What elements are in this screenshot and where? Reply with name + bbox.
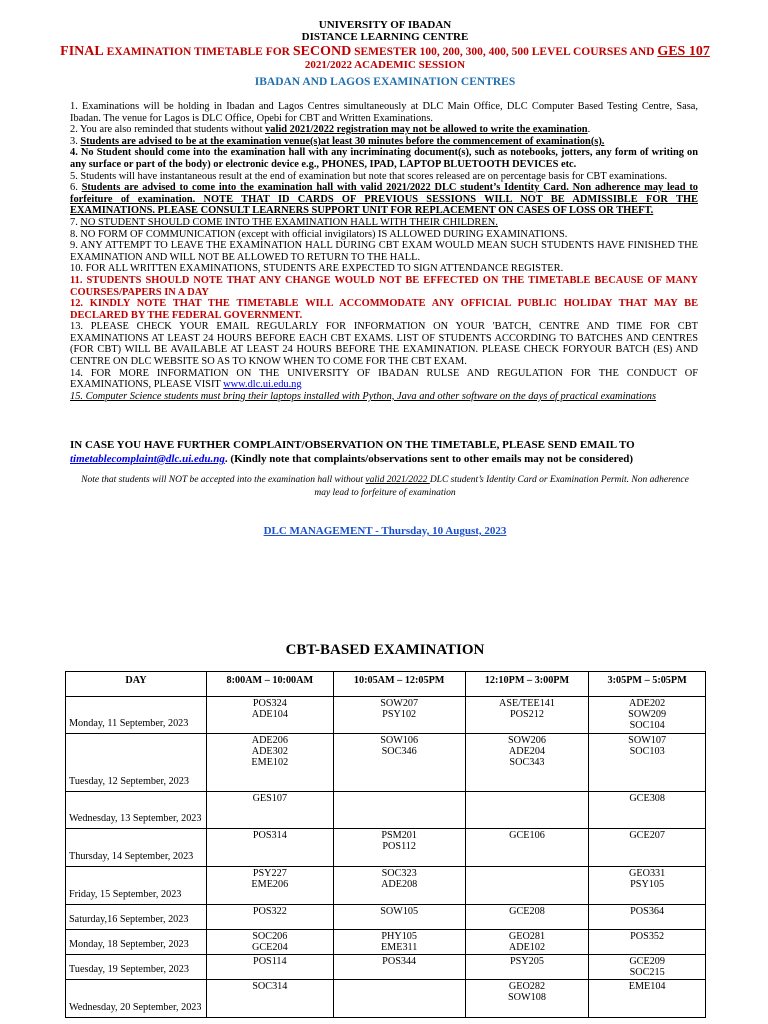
course-code: SOW107 bbox=[628, 735, 667, 746]
course-code: GCE204 bbox=[252, 942, 288, 953]
course-code: PSY205 bbox=[509, 956, 544, 967]
course-code: GES107 bbox=[252, 793, 288, 804]
slot-3-cell bbox=[465, 697, 589, 734]
rule-12: 12. KINDLY NOTE THAT THE TIMETABLE WILL ACCOMMODATE ANY OFFICIAL PUBLIC HOLIDAY THAT MAY BE DECLARED BY THE FEDERAL GOVERNMENT. bbox=[70, 298, 698, 321]
course-code: ADE102 bbox=[508, 942, 546, 953]
slot-3-cell bbox=[465, 905, 589, 930]
table-row bbox=[66, 697, 706, 734]
slot-3-cell bbox=[465, 792, 589, 829]
slot-2-cell bbox=[333, 955, 465, 980]
slot-1-cell bbox=[207, 697, 334, 734]
table-row bbox=[66, 905, 706, 930]
course-code: EME206 bbox=[251, 879, 289, 890]
header-slot-1: 8:00AM – 10:00AM bbox=[207, 672, 334, 697]
day-cell: Monday, 18 September, 2023 bbox=[66, 930, 207, 955]
rule-11: 11. STUDENTS SHOULD NOTE THAT ANY CHANGE WOULD NOT BE EFFECTED ON THE TIMETABLE BECAUSE OF MANY COURSES/PAPERS IN A DAY bbox=[70, 274, 698, 298]
session-title: 2021/2022 ACADEMIC SESSION bbox=[304, 59, 466, 71]
day-cell: Tuesday, 12 September, 2023 bbox=[66, 734, 207, 792]
course-code: ADE204 bbox=[508, 746, 546, 757]
course-code: SOC206 bbox=[252, 931, 288, 942]
course-code: GCE308 bbox=[629, 793, 665, 804]
header-slot-3: 12:10PM – 3:00PM bbox=[465, 672, 589, 697]
course-code: ADE104 bbox=[251, 709, 288, 720]
slot-3-cell bbox=[465, 930, 589, 955]
title-ges: GES 107 bbox=[657, 44, 710, 59]
course-code: ADE206 bbox=[251, 735, 288, 746]
rule-5: 5. Students will have instantaneous result at the end of examination but note that scores released are on percentage basis for CBT examinations. bbox=[70, 170, 668, 182]
table-row bbox=[66, 980, 706, 1018]
course-code: SOC323 bbox=[381, 868, 417, 879]
course-code: GCE208 bbox=[509, 906, 545, 917]
cbt-section-title: CBT-BASED EXAMINATION bbox=[285, 642, 485, 658]
slot-2-cell bbox=[333, 905, 465, 930]
slot-3-cell bbox=[465, 955, 589, 980]
course-code: SOW209 bbox=[628, 709, 667, 720]
header-slot-2: 10:05AM – 12:05PM bbox=[333, 672, 465, 697]
title-second: SECOND bbox=[292, 44, 352, 59]
course-code: EME311 bbox=[380, 942, 418, 953]
course-code: GEO282 bbox=[508, 981, 546, 992]
rule-15: 15. Computer Science students must bring their laptops installed with Python, Java and other software on the days of practical examinations bbox=[70, 390, 657, 402]
dlc-website-link[interactable]: www.dlc.ui.edu.ng bbox=[223, 379, 302, 391]
course-code: PSY227 bbox=[252, 868, 287, 879]
table-row bbox=[66, 829, 706, 867]
timetable-title bbox=[40, 44, 730, 60]
course-code: SOC103 bbox=[629, 746, 665, 757]
header-day: DAY bbox=[66, 672, 207, 697]
rule-10: 10. FOR ALL WRITTEN EXAMINATIONS, STUDENTS ARE EXPECTED TO SIGN ATTENDANCE REGISTER. bbox=[70, 263, 564, 275]
day-cell: Wednesday, 20 September, 2023 bbox=[66, 980, 207, 1018]
course-code: GCE106 bbox=[509, 830, 545, 841]
slot-1-cell bbox=[207, 867, 334, 905]
slot-3-cell bbox=[465, 980, 589, 1018]
slot-1-cell bbox=[207, 955, 334, 980]
slot-1-cell bbox=[207, 980, 334, 1018]
course-code: PSY102 bbox=[382, 709, 417, 720]
rule-14: 14. FOR MORE INFORMATION ON THE UNIVERSITY OF IBADAN RULSE AND REGULATION FOR THE CONDUCT OF EXAMINATIONS, PLEASE VISIT www.dlc.ui.edu.ng bbox=[70, 367, 698, 391]
course-code: POS344 bbox=[382, 956, 417, 967]
slot-2-cell bbox=[333, 930, 465, 955]
slot-4-cell bbox=[589, 829, 706, 867]
slot-2-cell bbox=[333, 734, 465, 792]
slot-2-cell bbox=[333, 792, 465, 829]
slot-3-cell bbox=[465, 829, 589, 867]
table-body bbox=[66, 697, 706, 1018]
title-part2: SEMESTER 100, 200, 300, 400, 500 LEVEL COURSES AND bbox=[351, 46, 658, 58]
slot-4-cell bbox=[589, 697, 706, 734]
course-code: PHY105 bbox=[381, 931, 417, 942]
course-code: ADE302 bbox=[251, 746, 288, 757]
university-name: UNIVERSITY OF IBADAN bbox=[318, 19, 452, 31]
course-code: POS352 bbox=[630, 931, 665, 942]
course-code: SOC346 bbox=[381, 746, 417, 757]
slot-1-cell bbox=[207, 930, 334, 955]
management-signoff: DLC MANAGEMENT - Thursday, 10 August, 2023 bbox=[263, 525, 507, 537]
rules-list bbox=[70, 101, 698, 402]
course-code: SOW207 bbox=[380, 698, 419, 709]
course-code: GEO331 bbox=[629, 868, 666, 879]
course-code: GCE207 bbox=[629, 830, 665, 841]
course-code: SOC343 bbox=[509, 757, 545, 768]
slot-3-cell bbox=[465, 867, 589, 905]
course-code: ADE208 bbox=[381, 879, 418, 890]
course-code: SOC104 bbox=[629, 720, 665, 731]
table-header-row bbox=[66, 672, 706, 697]
slot-2-cell bbox=[333, 980, 465, 1018]
cbt-timetable bbox=[65, 671, 706, 1018]
rule-9: 9. ANY ATTEMPT TO LEAVE THE EXAMINATION HALL DURING CBT EXAM WOULD MEAN SUCH STUDENTS HAVE FINISHED THE EXAMINATION AND WILL NOT BE ALLOWED TO RETURN TO THE HALL. bbox=[70, 240, 698, 263]
course-code: SOW206 bbox=[508, 735, 546, 746]
day-cell: Wednesday, 13 September, 2023 bbox=[66, 792, 207, 829]
centre-name: DISTANCE LEARNING CENTRE bbox=[301, 31, 469, 43]
rule-13: 13. PLEASE CHECK YOUR EMAIL REGULARLY FOR INFORMATION ON YOUR 'BATCH, CENTRE AND TIME FOR CBT EXAMINATIONS AT LEAST 24 HOURS BEFORE EACH CBT EXAMS. LIST OF STUDENTS ACCORDING TO BATCHES AND CENTRES (FOR CBT) WILL BE AVAILABLE AT LEAST 24 HOURS BEFORE THE EXAMINATION. PLEASE CHECK FORYOUR BATCH (ES) AND CENTRE ON DLC WEBSITE SO AS TO KNOW WHEN TO COME FOR THE CBT EXAM. bbox=[70, 321, 698, 368]
centres-title: IBADAN AND LAGOS EXAMINATION CENTRES bbox=[254, 76, 516, 88]
course-code: ADE202 bbox=[629, 698, 666, 709]
course-code: POS324 bbox=[252, 698, 287, 709]
course-code: GCE209 bbox=[629, 956, 665, 967]
course-code: PSM201 bbox=[381, 830, 417, 841]
slot-4-cell bbox=[589, 734, 706, 792]
table-row bbox=[66, 930, 706, 955]
course-code: EME104 bbox=[628, 981, 666, 992]
course-code: POS364 bbox=[630, 906, 665, 917]
day-cell: Monday, 11 September, 2023 bbox=[66, 697, 207, 734]
course-code: GEO281 bbox=[508, 931, 546, 942]
course-code: ASE/TEE141 bbox=[498, 698, 555, 709]
slot-4-cell bbox=[589, 867, 706, 905]
header-slot-4: 3:05PM – 5:05PM bbox=[589, 672, 706, 697]
complaint-email-line: timetablecomplaint@dlc.ui.edu.ng. (Kindly note that complaints/observations sent to other emails may not be considered) bbox=[70, 453, 634, 465]
day-cell: Tuesday, 19 September, 2023 bbox=[66, 955, 207, 980]
course-code: POS314 bbox=[252, 830, 287, 841]
complaint-text: IN CASE YOU HAVE FURTHER COMPLAINT/OBSERVATION ON THE TIMETABLE, PLEASE SEND EMAIL TO bbox=[70, 439, 635, 451]
table-row bbox=[66, 867, 706, 905]
slot-2-cell bbox=[333, 697, 465, 734]
rule-2: 2. You are also reminded that students without valid 2021/2022 registration may not be allowed to write the examination. bbox=[70, 124, 591, 136]
rule-6: 6. Students are advised to come into the examination hall with valid 2021/2022 DLC student’s Identity Card. Non adherence may lead to forfeiture of examination. NOTE THAT ID CARDS OF PREVIOUS SESSIONS WILL NOT BE ADMISSIBLE FOR THE EXAMINATIONS. PLEASE CONSULT LEARNERS SUPPORT UNIT FOR REPLACEMENT ON CASES OF LOSS OR THEFT. bbox=[70, 182, 698, 217]
course-code: POS112 bbox=[382, 841, 416, 852]
slot-4-cell bbox=[589, 955, 706, 980]
course-code: SOW108 bbox=[508, 992, 546, 1003]
slot-4-cell bbox=[589, 930, 706, 955]
day-cell: Saturday,16 September, 2023 bbox=[66, 905, 207, 930]
complaint-notice bbox=[70, 438, 710, 466]
slot-2-cell bbox=[333, 829, 465, 867]
table-row bbox=[66, 955, 706, 980]
slot-2-cell bbox=[333, 867, 465, 905]
slot-1-cell bbox=[207, 792, 334, 829]
id-card-note: Note that students will NOT be accepted into the examination hall without valid 2021/2022 DLC student’s Identity Card or Examination Permit. Non adherence may lead to forfeiture of examination bbox=[81, 475, 689, 498]
course-code: EME102 bbox=[251, 757, 289, 768]
slot-1-cell bbox=[207, 829, 334, 867]
table-row bbox=[66, 734, 706, 792]
rule-4: 4. No Student should come into the examination hall with any incriminating document(s), such as notebooks, jotters, any form of writing on any surface or part of the body) or electronic device e.g., PHONES, IPAD, LAPTOP BLUETOOTH DEVICES etc. bbox=[70, 147, 698, 170]
slot-4-cell bbox=[589, 792, 706, 829]
title-part1: EXAMINATION TIMETABLE FOR bbox=[103, 46, 293, 58]
rule-3: 3. Students are advised to be at the examination venue(s)at least 30 minutes before the commencement of examination(s). bbox=[70, 135, 605, 147]
slot-1-cell bbox=[207, 734, 334, 792]
rule-1: 1. Examinations will be holding in Ibadan and Lagos Centres simultaneously at DLC Main Office, DLC Computer Based Testing Centre, Sasa, Ibadan. The venue for Lagos is DLC Office, Opebi for CBT and Written Examinations. bbox=[70, 101, 698, 124]
title-final: FINAL bbox=[60, 44, 104, 59]
slot-4-cell bbox=[589, 980, 706, 1018]
slot-4-cell bbox=[589, 905, 706, 930]
table-row bbox=[66, 792, 706, 829]
course-code: POS322 bbox=[252, 906, 287, 917]
day-cell: Friday, 15 September, 2023 bbox=[66, 867, 207, 905]
course-code: POS212 bbox=[509, 709, 544, 720]
course-code: SOC314 bbox=[252, 981, 288, 992]
rule-8: 8. NO FORM OF COMMUNICATION (except with official invigilators) IS ALLOWED DURING EXAMINATIONS. bbox=[70, 228, 568, 240]
course-code: SOC215 bbox=[629, 967, 665, 978]
complaint-email-link[interactable]: timetablecomplaint@dlc.ui.edu.ng bbox=[70, 453, 225, 465]
course-code: POS114 bbox=[253, 956, 287, 967]
course-code: SOW105 bbox=[380, 906, 419, 917]
slot-1-cell bbox=[207, 905, 334, 930]
day-cell: Thursday, 14 September, 2023 bbox=[66, 829, 207, 867]
course-code: SOW106 bbox=[380, 735, 419, 746]
rule-7: 7. NO STUDENT SHOULD COME INTO THE EXAMINATION HALL WITH THEIR CHILDREN. bbox=[70, 216, 498, 228]
course-code: PSY105 bbox=[630, 879, 665, 890]
slot-3-cell bbox=[465, 734, 589, 792]
